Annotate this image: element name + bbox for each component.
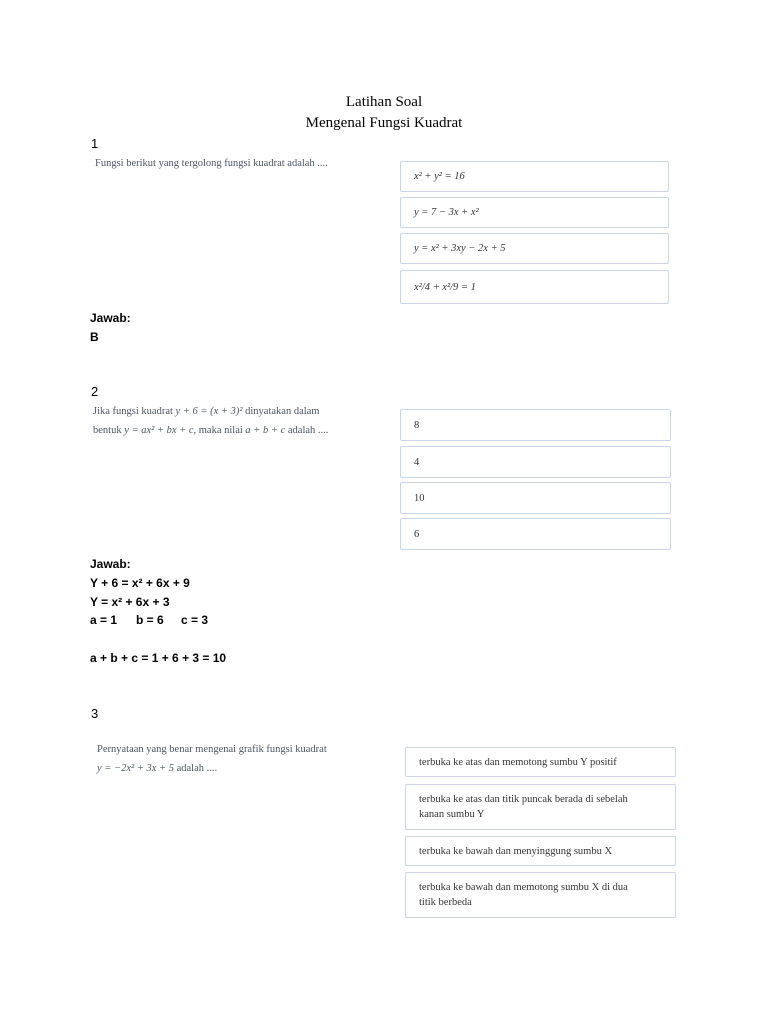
option-a[interactable]	[405, 747, 676, 777]
option-b[interactable]	[400, 446, 671, 478]
math-expression: y = −2x² + 3x + 5	[97, 763, 174, 774]
option-d[interactable]	[400, 518, 671, 550]
math-expression: a + b + c	[245, 425, 286, 436]
question-text-line-2	[93, 421, 328, 440]
text-segment: dinyatakan dalam	[245, 406, 320, 417]
coef-a: a = 1	[90, 613, 118, 627]
option-c-label: terbuka ke bawah dan menyinggung sumbu X	[419, 845, 613, 857]
option-a[interactable]	[400, 409, 671, 441]
option-a[interactable]	[400, 161, 669, 192]
work-line-2: Y = x² + 6x + 3	[90, 595, 170, 609]
answer-label: Jawab:	[90, 557, 131, 571]
option-b-label: y = 7 − 3x + x²	[414, 207, 479, 218]
option-b[interactable]	[405, 784, 676, 830]
option-a-label: 8	[414, 419, 420, 431]
text-segment: adalah ....	[287, 425, 329, 436]
question-number: 1	[91, 136, 99, 151]
math-expression: y = ax² + bx + c	[124, 425, 194, 436]
option-d-label: 6	[414, 528, 420, 540]
option-a-label: terbuka ke atas dan memotong sumbu Y positif	[419, 756, 617, 768]
document-subtitle: Mengenal Fungsi Kuadrat	[305, 115, 463, 131]
document-title: Latihan Soal	[345, 94, 423, 110]
option-d[interactable]	[405, 872, 676, 918]
option-c[interactable]	[400, 233, 669, 264]
coef-b: b = 6	[136, 613, 164, 627]
option-d-label: x²/4 + x²/9 = 1	[414, 281, 476, 293]
text-segment: adalah ....	[176, 763, 218, 774]
work-line-1: Y + 6 = x² + 6x + 9	[90, 576, 190, 590]
question-text: Fungsi berikut yang tergolong fungsi kuadrat adalah ....	[95, 158, 328, 169]
result-line: a + b + c = 1 + 6 + 3 = 10	[90, 651, 227, 665]
question-number: 3	[91, 706, 99, 721]
option-b-label-line-1: terbuka ke atas dan titik puncak berada di sebelah	[419, 794, 628, 805]
question-text-line-2	[97, 759, 217, 778]
option-c[interactable]	[400, 482, 671, 514]
question-text-line-1	[93, 402, 319, 421]
option-c-label: 10	[414, 492, 425, 504]
answer-value: B	[90, 330, 99, 344]
option-b-label-line-2: kanan sumbu Y	[419, 809, 485, 820]
answer-label: Jawab:	[90, 311, 131, 325]
text-segment: bentuk	[93, 425, 122, 436]
text-segment: , maka nilai	[193, 425, 243, 436]
question-text-line-1: Pernyataan yang benar mengenai grafik fungsi kuadrat	[97, 744, 327, 755]
option-d[interactable]	[400, 270, 669, 304]
coef-c: c = 3	[181, 613, 209, 627]
option-d-label-line-1: terbuka ke bawah dan memotong sumbu X di dua	[419, 882, 628, 893]
text-segment: Jika fungsi kuadrat	[93, 406, 173, 417]
option-d-label-line-2: titik berbeda	[419, 897, 472, 908]
option-b-label: 4	[414, 456, 420, 468]
math-expression: y + 6 = (x + 3)²	[175, 406, 243, 417]
option-b[interactable]	[400, 197, 669, 228]
option-a-label: x² + y² = 16	[414, 171, 465, 182]
question-number: 2	[91, 384, 99, 399]
option-c-label: y = x² + 3xy − 2x + 5	[414, 243, 506, 254]
option-c[interactable]	[405, 836, 676, 866]
